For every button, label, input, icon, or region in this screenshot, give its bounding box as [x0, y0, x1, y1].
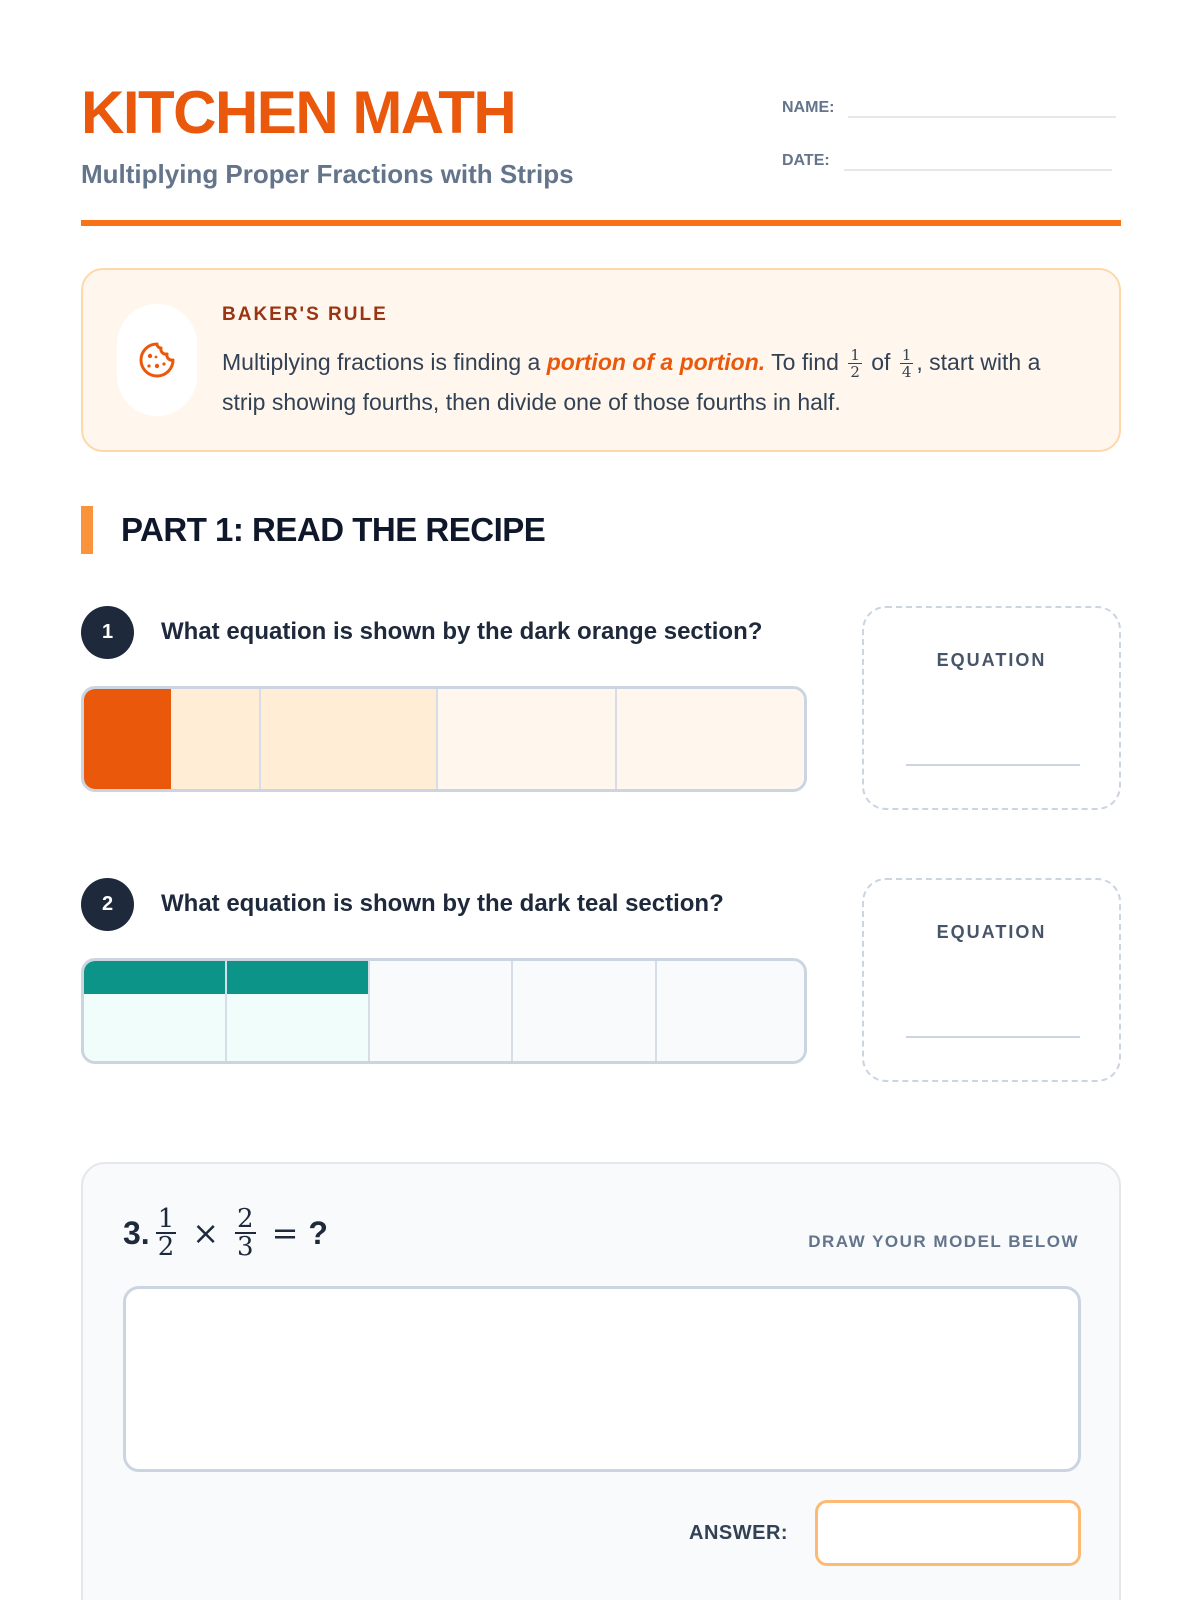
- equation-answer-line: [906, 764, 1080, 766]
- name-field-row: [782, 90, 1116, 118]
- fraction-denominator: 3: [237, 1232, 254, 1262]
- question-text: What equation is shown by the dark orange section?: [161, 618, 763, 645]
- name-label: NAME:: [782, 99, 835, 116]
- fraction-one-fourth: [900, 347, 914, 380]
- page-subtitle: Multiplying Proper Fractions with Strips: [81, 159, 574, 189]
- callout-emphasis: portion of a portion.: [546, 349, 766, 375]
- strip-section-shaded-dark: [84, 689, 171, 789]
- strip-divider: [225, 961, 227, 1061]
- answer-label: ANSWER:: [689, 1522, 789, 1544]
- callout-heading: BAKER'S RULE: [222, 304, 388, 325]
- cookie-icon: [117, 304, 197, 416]
- page-title: KITCHEN MATH: [81, 79, 516, 146]
- fraction-one-half: [848, 347, 862, 380]
- draw-model-hint: DRAW YOUR MODEL BELOW: [808, 1232, 1079, 1251]
- date-field-row: [782, 143, 1112, 171]
- equation-label: EQUATION: [936, 650, 1047, 670]
- equation-answer-line: [906, 1036, 1080, 1038]
- fraction-numerator: 1: [157, 1204, 175, 1234]
- strip-section-unshaded: [368, 961, 804, 1061]
- question-3-card: [81, 1162, 1121, 1600]
- drawing-area[interactable]: [123, 1286, 1081, 1472]
- bakers-rule-callout: [81, 268, 1121, 452]
- name-field[interactable]: [848, 90, 1116, 118]
- equation-label: EQUATION: [936, 922, 1047, 942]
- unknown-marker: ?: [308, 1214, 328, 1251]
- section-accent-bar: [81, 506, 93, 554]
- fraction-numerator: 2: [237, 1204, 254, 1234]
- fraction-numerator: 1: [901, 346, 912, 365]
- fraction-two-thirds: [235, 1206, 256, 1260]
- header-divider: [81, 220, 1121, 226]
- callout-text-part: of: [864, 349, 897, 375]
- strip-divider: [436, 689, 438, 789]
- question-number-badge: 1: [81, 606, 134, 659]
- question-text: What equation is shown by the dark teal section?: [161, 890, 724, 917]
- callout-text-part: , start with a strip showing fourths, then divide one of those fourths in half.: [222, 349, 1041, 415]
- strip-section-shaded-light: [171, 689, 436, 789]
- strip-divider: [259, 689, 261, 789]
- strip-divider: [368, 961, 370, 1061]
- fraction-one-half: [156, 1206, 177, 1260]
- date-label: DATE:: [782, 152, 830, 169]
- fraction-strip-teal: [81, 958, 807, 1064]
- callout-text: [222, 342, 1082, 422]
- callout-text-part: Multiplying fractions is finding a: [222, 349, 547, 375]
- equals-operator: =: [271, 1214, 299, 1252]
- worksheet-page: [81, 0, 1121, 1600]
- question-3-prompt: [123, 1206, 328, 1260]
- callout-text-part: To find: [765, 349, 846, 375]
- date-field[interactable]: [844, 143, 1112, 171]
- fraction-denominator: 2: [157, 1232, 175, 1262]
- fraction-numerator: 1: [850, 346, 860, 365]
- equation-answer-box[interactable]: [862, 606, 1121, 810]
- section-title: PART 1: READ THE RECIPE: [121, 511, 546, 548]
- fraction-denominator: 2: [850, 363, 860, 382]
- fraction-strip-orange: [81, 686, 807, 792]
- strip-section-unshaded: [436, 689, 804, 789]
- question-number: 3.: [123, 1214, 150, 1251]
- question-number-badge: 2: [81, 878, 134, 931]
- strip-divider: [615, 689, 617, 789]
- fraction-denominator: 4: [901, 363, 912, 382]
- equation-answer-box[interactable]: [862, 878, 1121, 1082]
- times-operator: ×: [192, 1214, 220, 1252]
- strip-divider: [511, 961, 513, 1061]
- answer-input[interactable]: [815, 1500, 1081, 1566]
- strip-divider: [655, 961, 657, 1061]
